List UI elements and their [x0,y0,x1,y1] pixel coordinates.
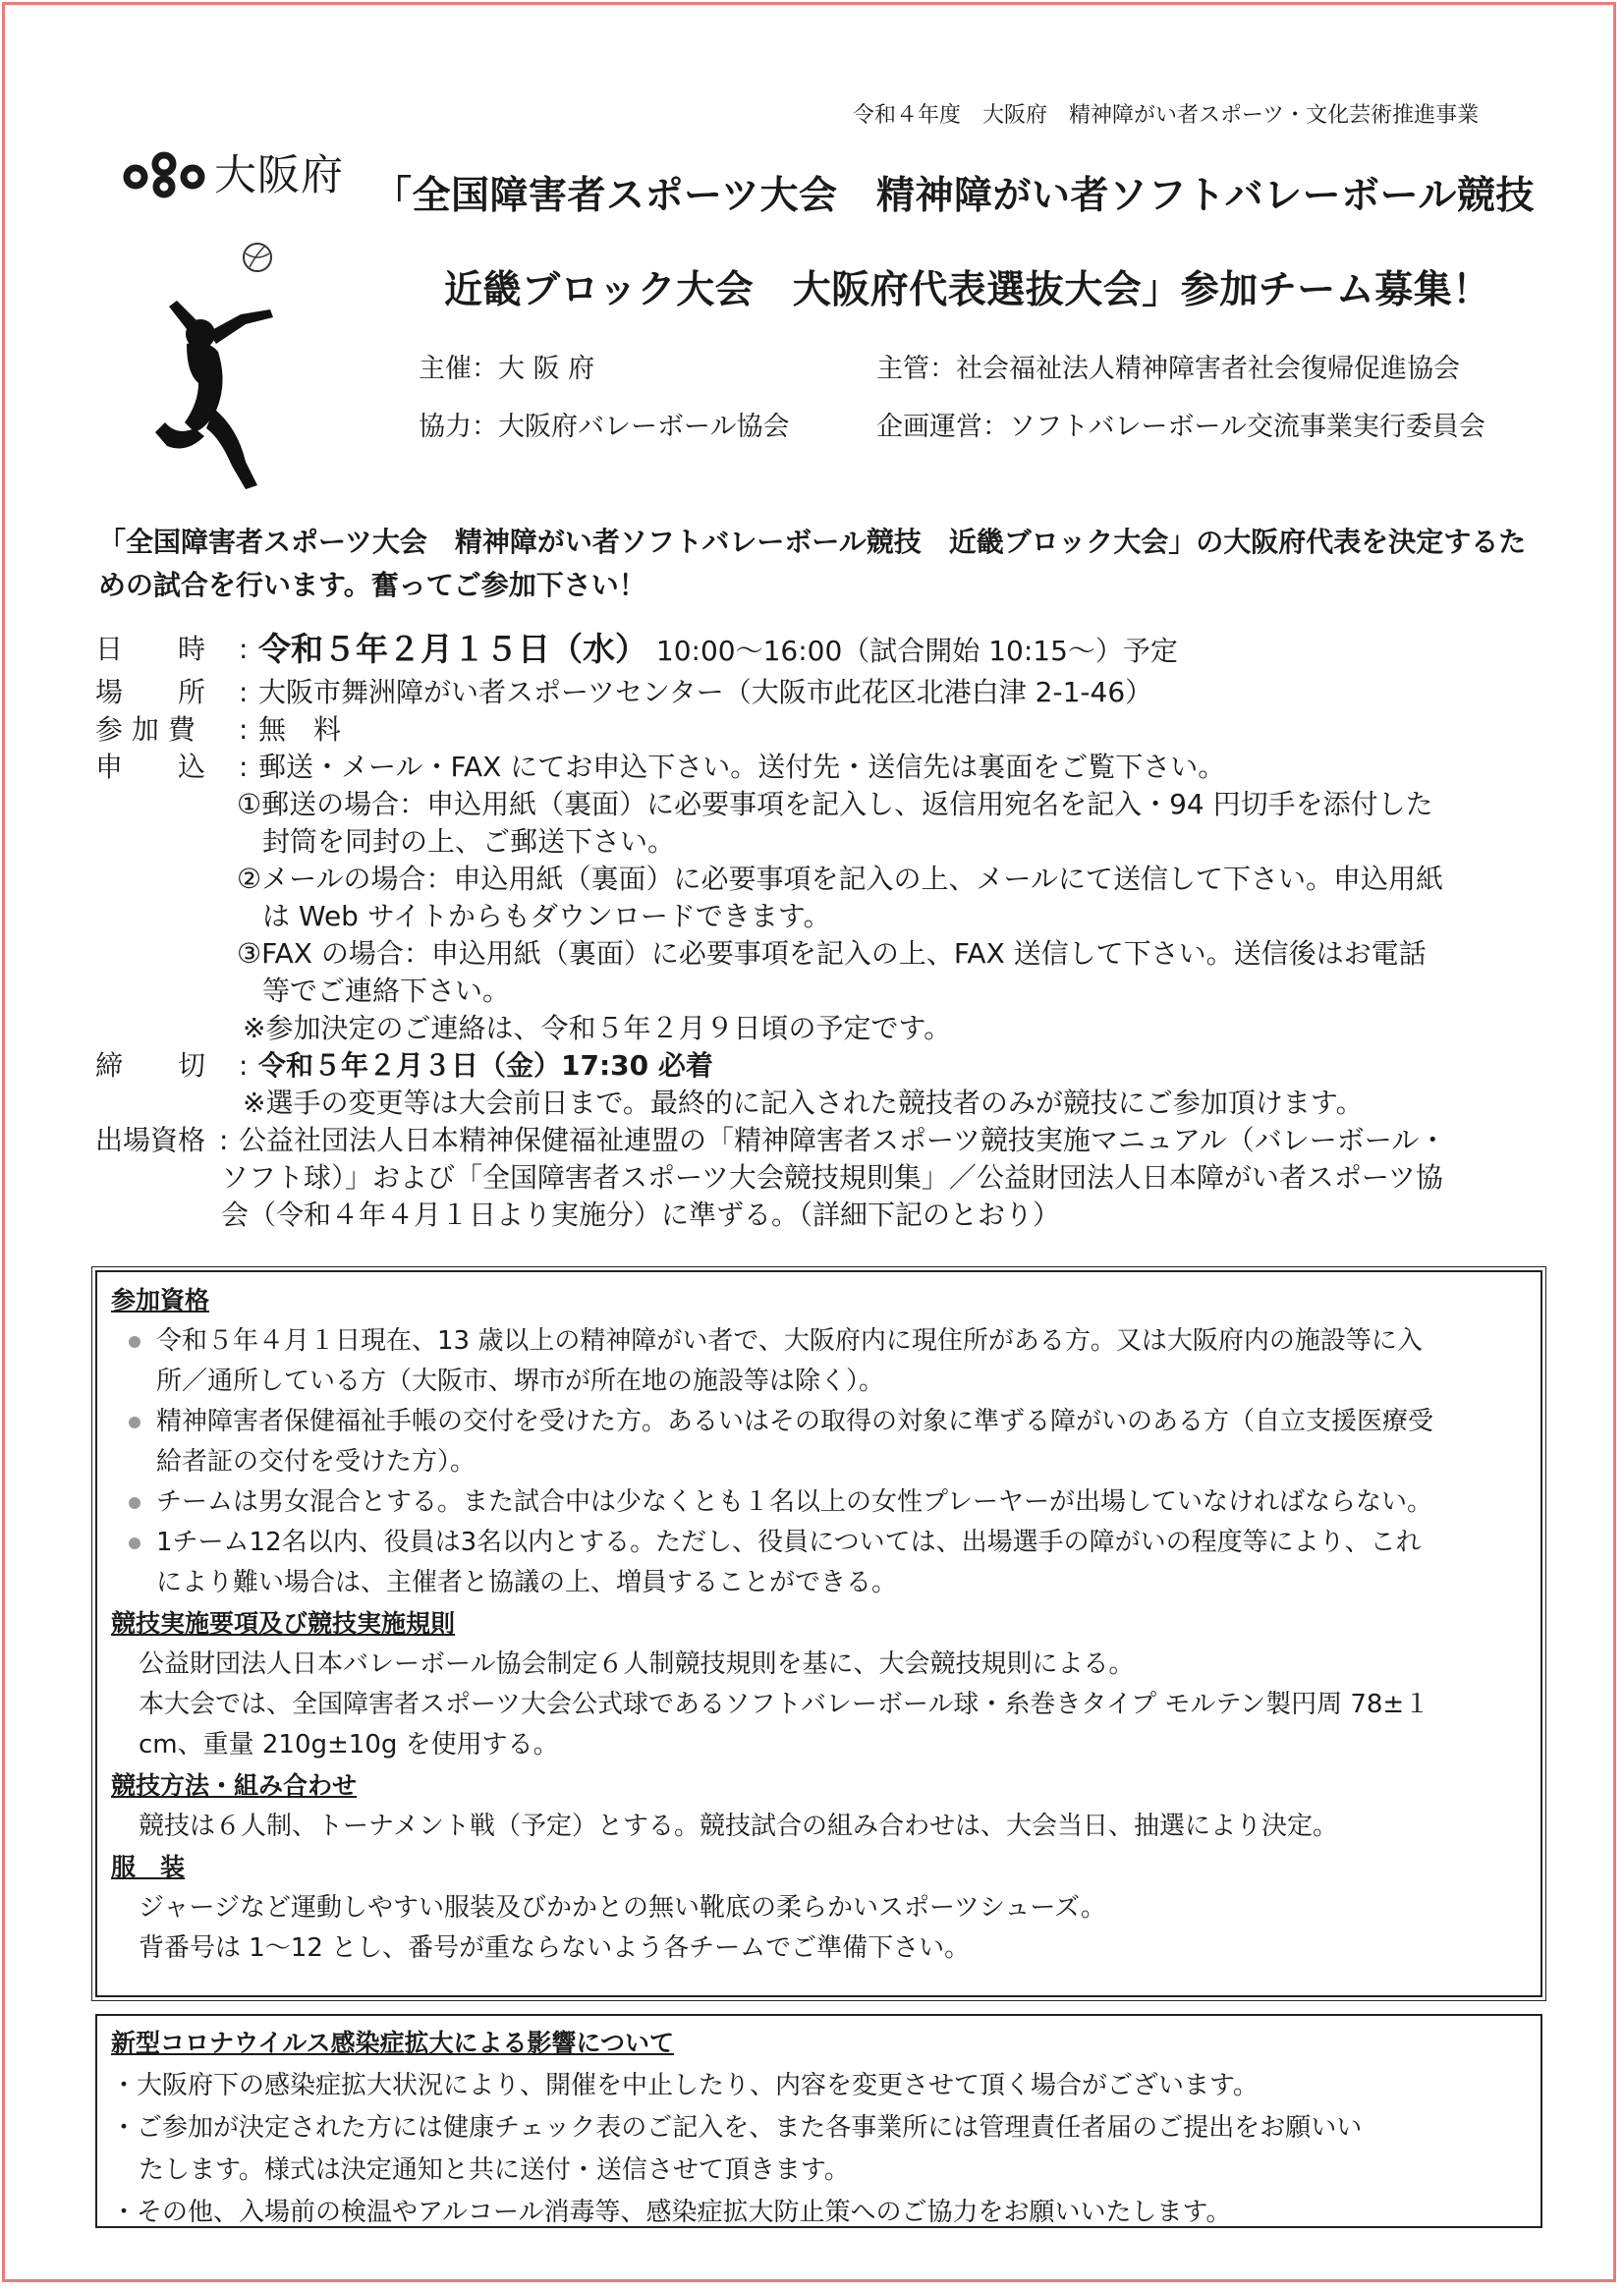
qualification-row: 出場資格 : 公益社団法人日本精神保健福祉連盟の「精神障害者スポーツ競技実施マニュアル（バレーボール・ [95,1122,1589,1159]
qualification-3: 会（令和４年４月１日より実施分）に準ずる。（詳細下記のとおり） [221,1199,1061,1231]
details-box [95,1270,1542,1997]
title-line-1: 「全国障害者スポーツ大会 精神障がい者ソフトバレーボール競技 [373,174,1535,218]
rules-2: 本大会では、全国障害者スポーツ大会公式球であるソフトバレーボール球・糸巻きタイプ モルテン製円周 78±１ [139,1690,1430,1719]
deadline-value: 令和５年２月３日（金）17:30 必着 [258,1049,713,1082]
covid-heading: 新型コロナウイルス感染症拡大による影響について [111,2029,675,2057]
apply-fax-1: ③FAX の場合：申込用紙（裏面）に必要事項を記入の上、FAX 送信して下さい。送信後はお電話 [237,937,1427,970]
apply-mail-1: ①郵送の場合：申込用紙（裏面）に必要事項を記入し、返信用宛名を記入・94 円切手を添付した [237,788,1433,820]
organizer-operation: 企画運営：ソフトバレーボール交流事業実行委員会 [876,412,1485,442]
bullet-icon [111,1402,156,1482]
intro-text: 「全国障害者スポーツ大会 精神障がい者ソフトバレーボール競技 近畿ブロック大会」の大阪府代表を決定するための試合を行います。奮ってご参加下さい！ [98,526,1527,601]
event-info [95,627,1589,1234]
place-label: 場 所 [95,676,206,708]
heading-clothing: 服 装 [111,1853,186,1881]
date-row: 日 時 : 令和５年２月１５日（水） 10:00～16:00（試合開始 10:15～）予定 [95,627,1589,674]
method-1: 競技は６人制、トーナメント戦（予定）とする。競技試合の組み合わせは、大会当日、抽選により決定。 [139,1812,1338,1841]
list-item [111,1482,1527,1523]
qualification-2: ソフト球）」および「全国障害者スポーツ大会競技規則集」／公益財団法人日本障がい者スポーツ協 [221,1161,1443,1194]
sponsor-line: 令和４年度 大阪府 精神障がい者スポーツ・文化芸術推進事業 [853,103,1480,128]
deadline-row: 締 切 : 令和５年２月３日（金）17:30 必着 [95,1047,1589,1085]
heading-qualification: 参加資格 [111,1286,210,1314]
date-main: 令和５年２月１５日（水） [258,630,647,668]
covid-line-2b: たします。様式は決定通知と共に送付・送信させて頂きます。 [139,2155,850,2185]
date-label: 日 時 [95,633,206,665]
covid-line-2a: ・ご参加が決定された方には健康チェック表のご記入を、また各事業所には管理責任者届のご提出をお願いい [111,2113,1363,2143]
organizer-cooperation: 協力：大阪府バレーボール協会 [419,412,790,442]
apply-label: 申 込 [95,751,206,783]
qualification-1: 公益社団法人日本精神保健福祉連盟の「精神障害者スポーツ競技実施マニュアル（バレーボール・ [239,1124,1447,1156]
rules-1: 公益財団法人日本バレーボール協会制定６人制競技規則を基に、大会競技規則による。 [139,1649,1135,1679]
title-line-2: 近畿ブロック大会 大阪府代表選抜大会」参加チーム募集！ [444,268,1491,312]
apply-email-1: ②メールの場合：申込用紙（裏面）に必要事項を記入の上、メールにて送信して下さい。申込用紙 [237,863,1443,895]
bullet-icon [111,1482,156,1523]
fee-value: 無 料 [258,713,342,746]
volleyball-player-icon [147,236,334,491]
apply-note: ※参加決定のご連絡は、令和５年２月９日頃の予定です。 [243,1012,952,1044]
clothing-1: ジャージなど運動しやすい服装及びかかとの無い靴底の柔らかいスポーツシューズ。 [139,1893,1106,1923]
apply-row: 申 込 : 郵送・メール・FAX にてお申込下さい。送付先・送信先は裏面をご覧下さい。 [95,749,1589,786]
qualification-label: 出場資格 [95,1124,206,1156]
heading-method: 競技方法・組み合わせ [111,1771,358,1800]
qual-item-4b: により難い場合は、主催者と協議の上、増員することができる。 [156,1568,898,1597]
list-item [111,1321,1527,1402]
heading-rules: 競技実施要項及び競技実施規則 [111,1609,456,1638]
organizer-manager: 主管：社会福祉法人精神障害者社会復帰促進協会 [876,354,1460,384]
date-time: 10:00～16:00（試合開始 10:15～）予定 [655,635,1178,667]
fee-row: 参 加 費 : 無 料 [95,711,1589,749]
rules-3: cm、重量 210g±10g を使用する。 [139,1730,559,1759]
qual-item-1b: 所／通所している方（大阪市、堺市が所在地の施設等は除く）。 [156,1367,885,1396]
list-item [111,1523,1527,1603]
apply-fax-2: 等でご連絡下さい。 [262,975,511,1007]
osaka-emblem-icon [122,147,206,198]
apply-email-2: は Web サイトからもダウンロードできます。 [262,900,831,932]
organizer-host: 主催：大 阪 府 [419,354,595,384]
logo-text: 大阪府 [214,151,344,200]
qual-item-2b: 給者証の交付を受けた方）。 [156,1447,476,1477]
clothing-2: 背番号は 1～12 とし、番号が重ならないよう各チームでご準備下さい。 [139,1933,971,1963]
qual-item-4a: 1チーム12名以内、役員は3名以内とする。ただし、役員については、出場選手の障がいの程度等により、これ [156,1528,1422,1557]
qual-item-1a: 令和５年４月１日現在、13 歳以上の精神障がい者で、大阪府内に現住所がある方。又は大阪府内の施設等に入 [156,1326,1423,1356]
bullet-icon [111,1523,156,1603]
deadline-label: 締 切 [95,1049,206,1082]
qual-item-2a: 精神障害者保健福祉手帳の交付を受けた方。あるいはその取得の対象に準ずる障がいのある方（自立支援医療受 [156,1407,1434,1436]
fee-label: 参 加 費 [95,713,196,746]
covid-box [95,2014,1542,2228]
deadline-note: ※選手の変更等は大会前日まで。最終的に記入された競技者のみが競技にご参加頂けます。 [243,1087,1364,1119]
apply-mail-2: 封筒を同封の上、ご郵送下さい。 [262,825,676,858]
bullet-icon [111,1321,156,1402]
covid-line-3: ・その他、入場前の検温やアルコール消毒等、感染症拡大防止策へのご協力をお願いいたします。 [111,2198,1232,2227]
covid-line-1: ・大阪府下の感染症拡大状況により、開催を中止したり、内容を変更させて頂く場合がございます。 [111,2071,1259,2100]
place-value: 大阪市舞洲障がい者スポーツセンター（大阪市此花区北港白津 2-1-46） [258,676,1153,708]
qual-item-3: チームは男女混合とする。また試合中は少なくとも１名以上の女性プレーヤーが出場していなければならない。 [156,1487,1432,1517]
list-item [111,1402,1527,1482]
apply-value: 郵送・メール・FAX にてお申込下さい。送付先・送信先は裏面をご覧下さい。 [258,751,1226,783]
osaka-logo [122,142,344,202]
place-row: 場 所 : 大阪市舞洲障がい者スポーツセンター（大阪市此花区北港白津 2-1-46） [95,674,1589,711]
